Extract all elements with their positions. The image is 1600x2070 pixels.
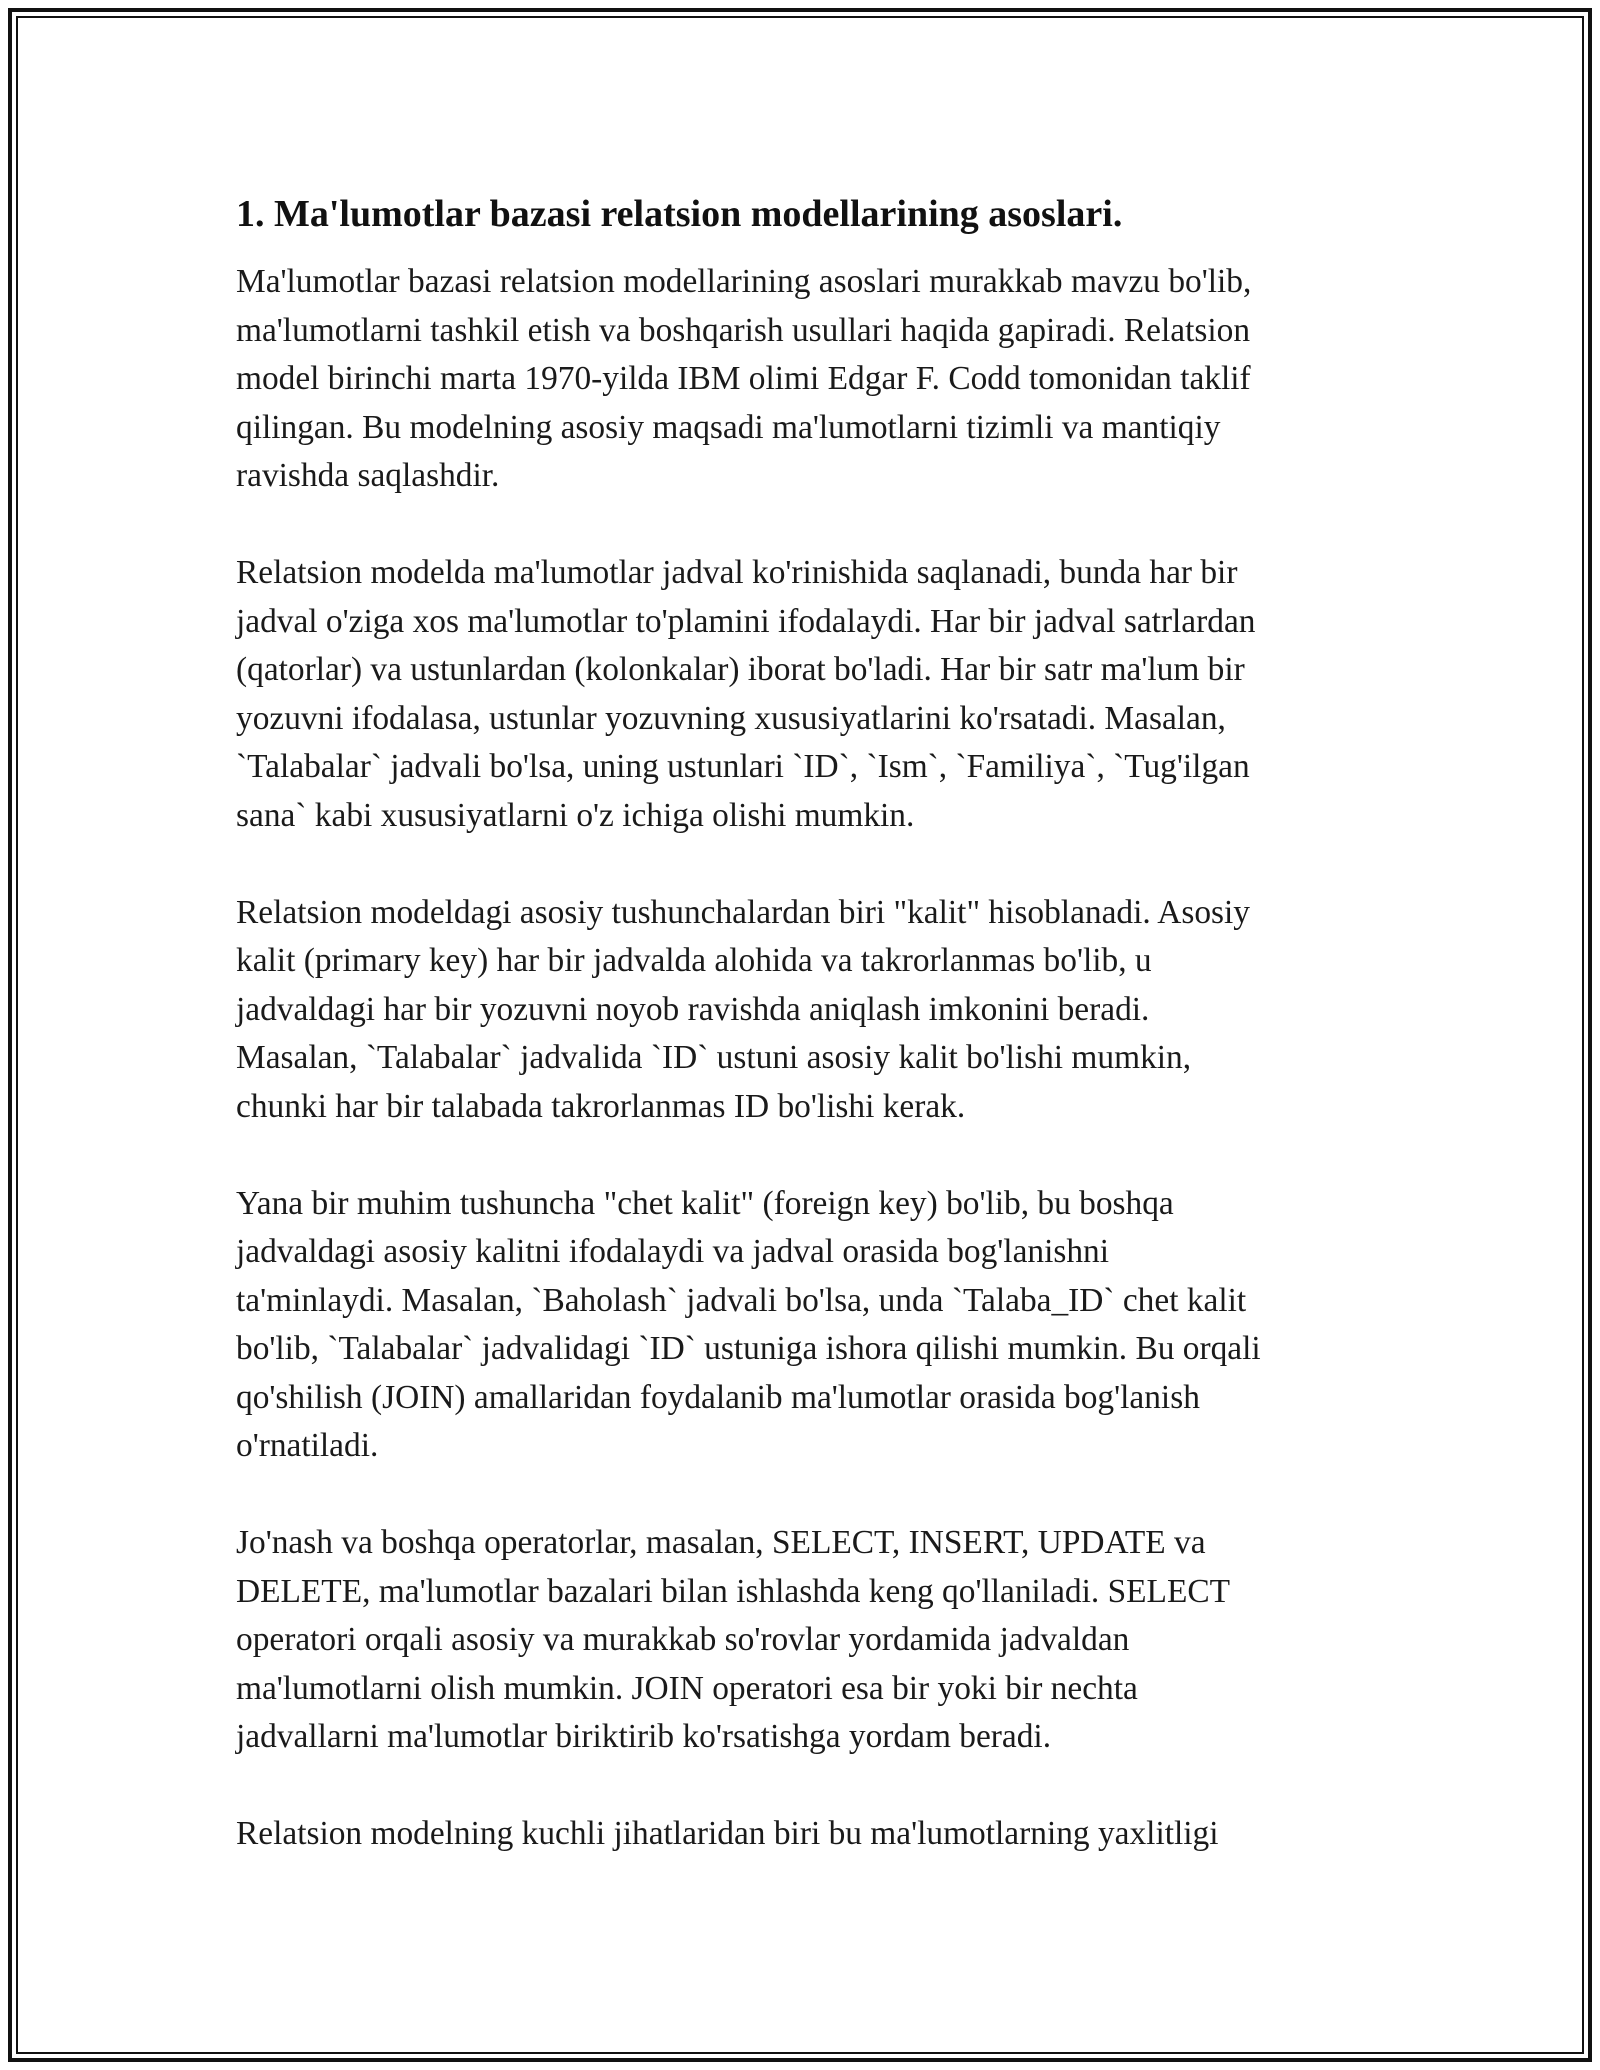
paragraph-tables: Relatsion modelda ma'lumotlar jadval ko'rinishida saqlanadi, bunda har bir jadval o'ziga xos ma'lumotlar to'plamini ifodalaydi. Har bir jadval satrlardan (qatorlar) va ustunlardan (kolonkalar) iborat bo'ladi. Har bir satr ma'lum bir yozuvni ifodalasa, ustunlar yozuvning xususiyatlarini ko'rsatadi. Masalan, `Talabalar` jadvali bo'lsa, uning ustunlari `ID`, `Ism`, `Familiya`, `Tug'ilgan sana` kabi xususiyatlarni o'z ichiga olishi mumkin.	[236, 554, 1256, 834]
paragraph-operators: Jo'nash va boshqa operatorlar, masalan, SELECT, INSERT, UPDATE va DELETE, ma'lumotlar bazalari bilan ishlashda keng qo'llaniladi. SELECT operatori orqali asosiy va murakkab so'rovlar yordamida jadvaldan ma'lumotlarni olish mumkin. JOIN operatori esa bir yoki bir nechta jadvallarni ma'lumotlar biriktirib ko'rsatishga yordam beradi.	[236, 1524, 1231, 1755]
document-body	[236, 188, 1376, 1859]
paragraph-integrity: Relatsion modelning kuchli jihatlaridan biri bu ma'lumotlarning yaxlitligi	[236, 1815, 1219, 1852]
section-heading: 1. Ma'lumotlar bazasi relatsion modellarining asoslari.	[236, 193, 1123, 235]
paragraph-primary-key: Relatsion modeldagi asosiy tushunchalardan biri "kalit" hisoblanadi. Asosiy kalit (primary key) har bir jadvalda alohida va takrorlanmas bo'lib, u jadvaldagi har bir yozuvni noyob ravishda aniqlash imkonini beradi. Masalan, `Talabalar` jadvalida `ID` ustuni asosiy kalit bo'lishi mumkin, chunki har bir talabada takrorlanmas ID bo'lishi kerak.	[236, 893, 1250, 1125]
paragraph-foreign-key: Yana bir muhim tushuncha "chet kalit" (foreign key) bo'lib, bu boshqa jadvaldagi asosiy kalitni ifodalaydi va jadval orasida bog'lanishni ta'minlaydi. Masalan, `Baholash` jadvali bo'lsa, unda `Talaba_ID` chet kalit bo'lib, `Talabalar` jadvalidagi `ID` ustuniga ishora qilishi mumkin. Bu orqali qo'shilish (JOIN) amallaridan foydalanib ma'lumotlar orasida bog'lanish o'rnatiladi.	[236, 1184, 1261, 1464]
paragraph-intro: Ma'lumotlar bazasi relatsion modellarining asoslari murakkab mavzu bo'lib, ma'lumotlarni tashkil etish va boshqarish usullari haqida gapiradi. Relatsion model birinchi marta 1970-yilda IBM olimi Edgar F. Codd tomonidan taklif qilingan. Bu modelning asosiy maqsadi ma'lumotlarni tizimli va mantiqiy ravishda saqlashdir.	[236, 263, 1252, 494]
